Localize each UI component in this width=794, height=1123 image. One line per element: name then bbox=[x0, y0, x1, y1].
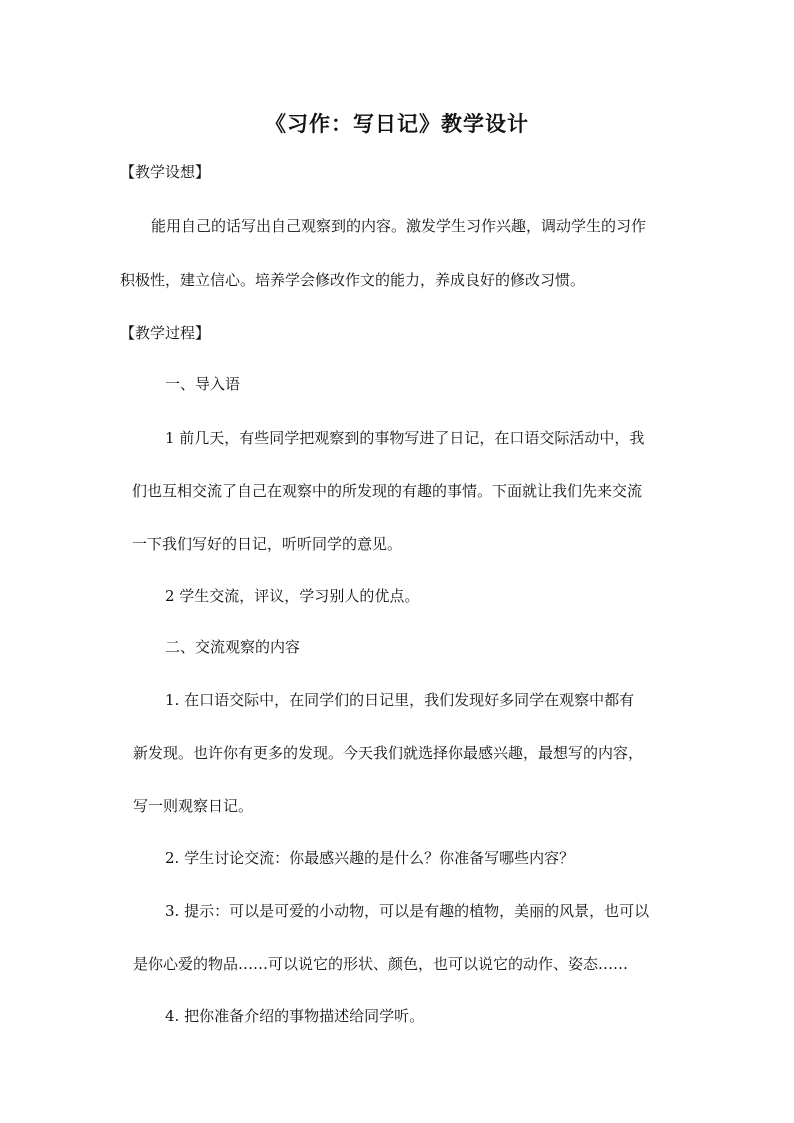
paragraph-line: 4. 把你准备介绍的事物描述给同学听。 bbox=[165, 1007, 425, 1025]
paragraph-line: 写一则观察日记。 bbox=[133, 797, 254, 815]
paragraph-line: 能用自己的话写出自己观察到的内容。激发学生习作兴趣，调动学生的习作 bbox=[151, 217, 647, 235]
section-heading-process: 【教学过程】 bbox=[120, 324, 211, 342]
paragraph-line: 们也互相交流了自己在观察中的所发现的有趣的事情。下面就让我们先来交流 bbox=[132, 482, 643, 500]
paragraph-line: 2. 学生讨论交流：你最感兴趣的是什么？你准备写哪些内容？ bbox=[165, 849, 575, 867]
paragraph-line: 1 前几天，有些同学把观察到的事物写进了日记，在口语交际活动中，我 bbox=[165, 429, 645, 447]
document-title: 《习作：写日记》教学设计 bbox=[265, 111, 529, 136]
part-heading-intro: 一、导入语 bbox=[165, 375, 241, 393]
paragraph-line: 3. 提示：可以是可爱的小动物，可以是有趣的植物，美丽的风景，也可以 bbox=[165, 902, 650, 920]
part-heading-observation: 二、交流观察的内容 bbox=[165, 638, 301, 656]
section-heading-idea: 【教学设想】 bbox=[120, 163, 211, 181]
paragraph-line: 积极性，建立信心。培养学会修改作文的能力，养成良好的修改习惯。 bbox=[120, 271, 586, 289]
paragraph-line: 2 学生交流，评议，学习别人的优点。 bbox=[165, 587, 420, 605]
paragraph-line: 一下我们写好的日记，听听同学的意见。 bbox=[132, 535, 403, 553]
paragraph-line: 是你心爱的物品……可以说它的形状、颜色，也可以说它的动作、姿态…… bbox=[133, 955, 629, 973]
paragraph-line: 新发现。也许你有更多的发现。今天我们就选择你最感兴趣，最想写的内容， bbox=[133, 744, 644, 762]
paragraph-line: 1. 在口语交际中，在同学们的日记里，我们发现好多同学在观察中都有 bbox=[165, 691, 635, 709]
